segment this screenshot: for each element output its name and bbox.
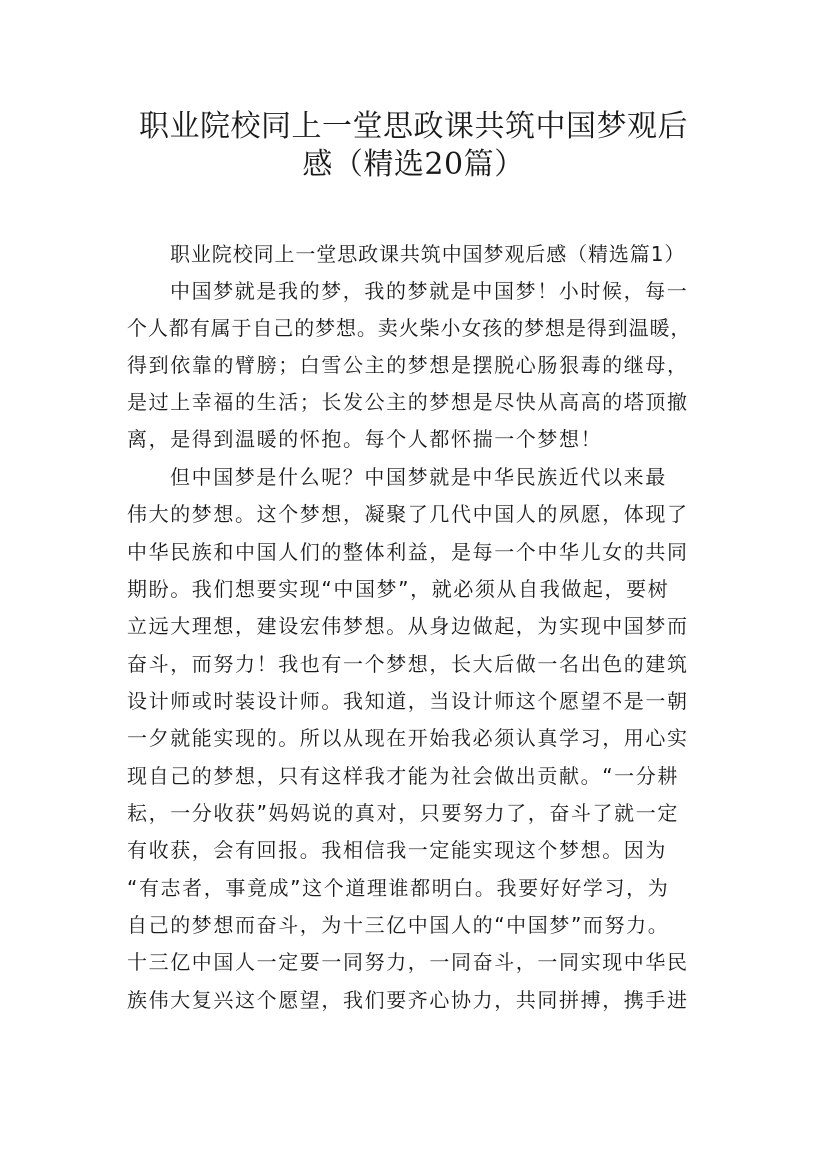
paragraph-line: 立远大理想，建设宏伟梦想。从身边做起，为实现中国梦而 [127,614,689,638]
paragraph-line: 一夕就能实现的。所以从现在开始我必须认真学习，用心实 [127,726,689,750]
paragraph-line: 耘，一分收获”妈妈说的真对，只要努力了，奋斗了就一定 [127,801,679,825]
section-heading: 职业院校同上一堂思政课共筑中国梦观后感（精选篇1） [170,242,686,266]
paragraph-line: 但中国梦是什么呢？中国梦就是中华民族近代以来最 [170,465,667,489]
paragraph-line: 离，是得到温暖的怀抱。每个人都怀揣一个梦想！ [127,427,603,451]
document-title-line-2: 感（精选20篇） [302,147,525,182]
paragraph-line: 奋斗，而努力！我也有一个梦想，长大后做一名出色的建筑 [127,652,689,676]
paragraph-line: 族伟大复兴这个愿望，我们要齐心协力，共同拼搏，携手进 [127,988,689,1012]
paragraph-line: 中华民族和中国人们的整体利益，是每一个中华儿女的共同 [127,540,689,564]
paragraph-line: 是过上幸福的生活；长发公主的梦想是尽快从高高的塔顶撤 [127,390,689,414]
paragraph-line: 得到依靠的臂膀；白雪公主的梦想是摆脱心肠狠毒的继母， [127,353,689,377]
paragraph-line: “有志者，事竟成”这个道理谁都明白。我要好好学习，为 [127,876,670,900]
paragraph-line: 十三亿中国人一定要一同努力，一同奋斗，一同实现中华民 [127,950,689,974]
paragraph-line: 自己的梦想而奋斗，为十三亿中国人的“中国梦”而努力。 [127,913,670,937]
paragraph-line: 个人都有属于自己的梦想。卖火柴小女孩的梦想是得到温暖， [127,316,692,340]
paragraph-line: 设计师或时装设计师。我知道，当设计师这个愿望不是一朝 [127,689,689,713]
paragraph-line: 中国梦就是我的梦，我的梦就是中国梦！小时候，每一 [170,279,689,303]
paragraph-line: 期盼。我们想要实现“中国梦”，就必须从自我做起，要树 [127,577,670,601]
paragraph-line: 现自己的梦想，只有这样我才能为社会做出贡献。“一分耕 [127,764,679,788]
paragraph-line: 伟大的梦想。这个梦想，凝聚了几代中国人的夙愿，体现了 [127,502,689,526]
document-title-line-1: 职业院校同上一堂思政课共筑中国梦观后 [139,109,688,144]
paragraph-line: 有收获，会有回报。我相信我一定能实现这个梦想。因为 [127,838,667,862]
